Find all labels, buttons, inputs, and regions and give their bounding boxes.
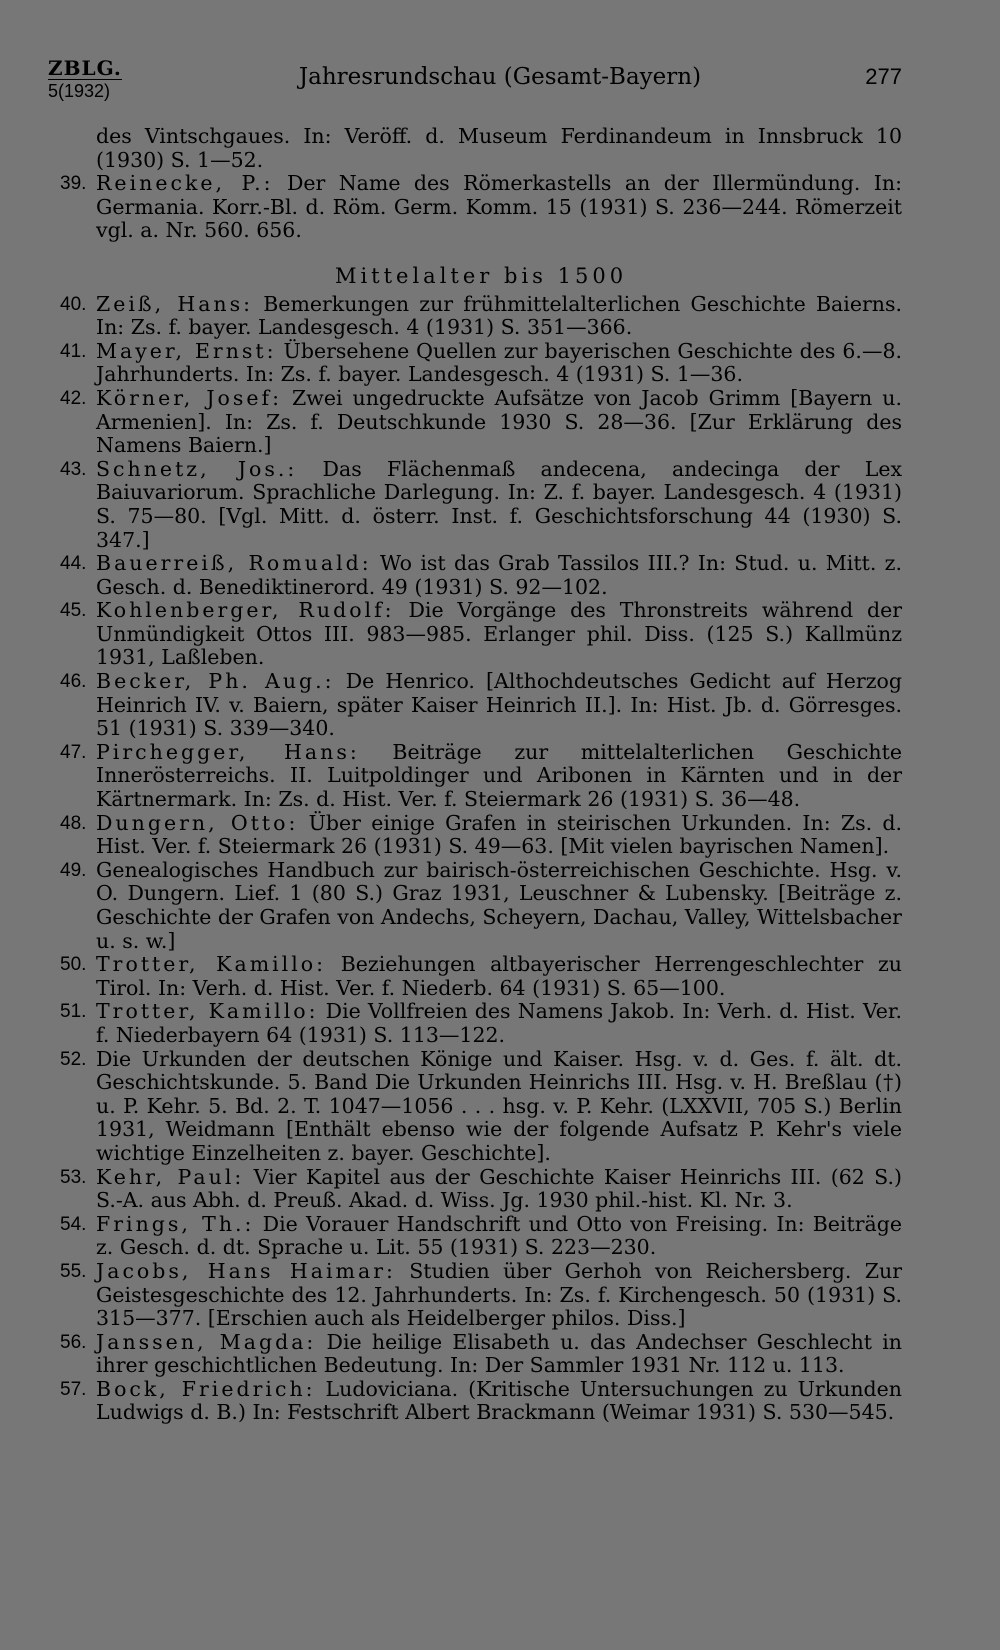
entry-text <box>96 1331 902 1378</box>
bibliography-entry <box>60 340 902 387</box>
section-title: Mittelalter bis 1500 <box>334 263 628 288</box>
entry-author: Bauerreiß, Romuald: <box>96 551 372 576</box>
entry-citation: Wo ist das Grab Tassilos III.? In: Stud. u. Mitt. z. Gesch. d. Benediktinerord. 49 (1931) S. 92—102. <box>96 551 902 599</box>
entry-number: 56. <box>60 1331 87 1353</box>
entry-citation: Studien über Gerhoh von Reichersberg. Zur Geistesgeschichte des 12. Jahrhunderts. In: Zs. f. Kirchengesch. 50 (1931) S. 315—377. [Erschien auch als Heidelberger philos. Diss.] <box>96 1258 902 1331</box>
entry-text <box>96 552 902 599</box>
entry-author: Kehr, Paul: <box>96 1164 245 1189</box>
entry-citation: Die Urkunden der deutschen Könige und Kaiser. Hsg. v. d. Ges. f. ält. dt. Geschichtskunde. 5. Band Die Urkunden Heinrichs III. Hsg. v. H. Breßlau (†) u. P. Kehr. 5. Bd. 2. T. 1047—1056 . . . hsg. v. P. Kehr. (LXXVII, 705 S.) Berlin 1931, Weidmann [Enthält ebenso wie der folgende Aufsatz P. Kehr's viele wichtige Einzelheiten z. bayer. Geschichte]. <box>96 1046 902 1165</box>
entry-number: 45. <box>60 600 87 622</box>
entry-number: 46. <box>60 671 87 693</box>
entry-author: Zeiß, Hans: <box>96 291 254 316</box>
entry-author: Trotter, Kamillo: <box>96 999 319 1024</box>
entry-citation: Beziehungen altbayerischer Herrengeschlechter zu Tirol. In: Verh. d. Hist. Ver. f. Niederb. 64 (1931) S. 65—100. <box>96 952 902 1000</box>
entry-citation: De Henrico. [Althochdeutsches Gedicht auf Herzog Heinrich IV. v. Baiern, später Kaiser Heinrich II.]. In: Hist. Jb. d. Görresges. 51 (1931) S. 339—340. <box>96 669 902 741</box>
bibliography-entry <box>60 1331 902 1378</box>
entry-citation: Vier Kapitel aus der Geschichte Kaiser Heinrichs III. (62 S.) S.-A. aus Abh. d. Preuß. Akad. d. Wiss. Jg. 1930 phil.-hist. Kl. Nr. 3. <box>96 1164 902 1213</box>
bibliography-entry <box>60 599 902 670</box>
entry-text <box>96 387 902 458</box>
entry-text <box>96 340 902 387</box>
continued-entry: des Vintschgaues. In: Veröff. d. Museum Ferdinandeum in Innsbruck 10 (1930) S. 1—52. <box>96 124 902 172</box>
running-title: Jahresrundschau (Gesamt-Bayern) <box>298 64 702 90</box>
entry-author: Körner, Josef: <box>96 385 283 410</box>
entry-text <box>96 1000 902 1047</box>
bibliography-entry <box>60 172 902 243</box>
entry-text <box>96 172 902 243</box>
entry-citation: Die Vollfreien des Namens Jakob. In: Verh. d. Hist. Ver. f. Niederbayern 64 (1931) S. 113—122. <box>96 999 902 1047</box>
entry-author: Janssen, Magda: <box>96 1329 317 1354</box>
bibliography-entry <box>60 293 902 340</box>
entry-citation: Bemerkungen zur frühmittelalterlichen Geschichte Baierns. In: Zs. f. bayer. Landesgesch. 4 (1931) S. 351—366. <box>96 291 903 340</box>
entry-author: Mayer, Ernst: <box>96 338 277 363</box>
bibliography-entry <box>60 670 902 741</box>
bibliography-entry <box>60 552 902 599</box>
journal-issue: 5(1932) <box>48 79 122 100</box>
entry-number: 51. <box>60 1001 87 1023</box>
entry-author: Becker, Ph. Aug.: <box>96 669 335 694</box>
entry-citation: Beiträge zur mittelalterlichen Geschichte Innerösterreichs. II. Luitpoldinger und Aribonen in Kärnten und in der Kärtnermark. In: Zs. d. Hist. Ver. f. Steiermark 26 (1931) S. 36—48. <box>96 739 902 812</box>
entry-text <box>96 458 902 552</box>
entry-author: Bock, Friedrich: <box>96 1376 316 1401</box>
bibliography-entry <box>60 387 902 458</box>
bibliography-entry <box>60 1213 902 1260</box>
entry-text <box>96 1378 902 1425</box>
journal-abbreviation: ZBLG. <box>48 56 122 80</box>
entry-text <box>96 741 902 812</box>
entry-author: Dungern, Otto: <box>96 810 299 835</box>
entry-number: 42. <box>60 387 87 409</box>
entry-number: 48. <box>60 812 87 834</box>
bibliography-entry <box>60 458 902 552</box>
bibliography-entry <box>60 812 902 859</box>
entry-number: 44. <box>60 553 87 575</box>
entry-text <box>96 1213 902 1260</box>
entry-number: 52. <box>60 1048 87 1070</box>
entry-author: Kohlenberger, Rudolf: <box>96 598 395 623</box>
entry-number: 49. <box>60 859 87 881</box>
entry-citation: Zwei ungedruckte Aufsätze von Jacob Grimm [Bayern u. Armenien]. In: Zs. f. Deutschkunde 1930 S. 28—36. [Zur Erklärung des Namens Baiern.] <box>96 385 902 458</box>
entry-number: 41. <box>60 340 87 362</box>
entry-number: 54. <box>60 1213 87 1235</box>
entry-citation: Ludoviciana. (Kritische Untersuchungen zu Urkunden Ludwigs d. B.) In: Festschrift Albert Brackmann (Weimar 1931) S. 530—545. <box>96 1376 902 1425</box>
entry-text <box>96 670 902 741</box>
entry-text <box>96 293 902 340</box>
entry-number: 40. <box>60 293 87 315</box>
entry-citation: Das Flächenmaß andecena, andecinga der Lex Baiuvariorum. Sprachliche Darlegung. In: Z. f. bayer. Landesgesch. 4 (1931) S. 75—80. [Vgl. Mitt. d. österr. Inst. f. Geschichtsforschung 44 (1930) S. 347.] <box>96 456 903 552</box>
entry-text <box>96 1260 902 1331</box>
entry-author: Frings, Th.: <box>96 1211 255 1236</box>
bibliography-entry <box>60 1048 902 1166</box>
entries-list <box>60 293 902 1426</box>
entry-text <box>96 812 902 859</box>
entry-number: 50. <box>60 954 87 976</box>
entry-author: Reinecke, P.: <box>96 171 274 196</box>
entry-citation: Die heilige Elisabeth u. das Andechser Geschlecht in ihrer geschichtlichen Bedeutung. In: Der Sammler 1931 Nr. 112 u. 113. <box>96 1329 903 1378</box>
entry-author: Jacobs, Hans Haimar: <box>96 1258 396 1283</box>
bibliography-entry <box>60 741 902 812</box>
entry-number: 39. <box>60 173 87 195</box>
entry-text <box>96 859 902 953</box>
entry-citation: Die Vorauer Handschrift und Otto von Freising. In: Beiträge z. Gesch. d. dt. Sprache u. Lit. 55 (1931) S. 223—230. <box>96 1211 902 1260</box>
entry-author: Schnetz, Jos.: <box>96 456 298 481</box>
entry-number: 53. <box>60 1166 87 1188</box>
entry-text <box>96 599 902 670</box>
page-number: 277 <box>865 64 902 89</box>
bibliography-entry <box>60 1378 902 1425</box>
entry-citation: Genealogisches Handbuch zur bairisch-österreichischen Geschichte. Hsg. v. O. Dungern. Lief. 1 (80 S.) Graz 1931, Leuschner & Lubensky. [Beiträge z. Geschichte der Grafen von Andechs, Scheyern, Dachau, Valley, Wittelsbacher u. s. w.] <box>96 857 902 953</box>
entry-number: 47. <box>60 741 87 763</box>
entry-text <box>96 953 902 1000</box>
entry-citation: Übersehene Quellen zur bayerischen Geschichte des 6.—8. Jahrhunderts. In: Zs. f. bayer. Landesgesch. 4 (1931) S. 1—36. <box>96 338 903 387</box>
bibliography-body <box>60 125 902 1425</box>
bibliography-entry <box>60 859 902 953</box>
entry-citation: Die Vorgänge des Thronstreits während der Unmündigkeit Ottos III. 983—985. Erlanger phil. Diss. (125 S.) Kallmünz 1931, Laßleben. <box>96 598 903 670</box>
entry-number: 57. <box>60 1378 87 1400</box>
entries-top <box>60 172 902 243</box>
entry-text <box>96 1048 902 1166</box>
bibliography-entry <box>60 1166 902 1213</box>
bibliography-entry <box>60 953 902 1000</box>
bibliography-entry <box>60 1260 902 1331</box>
entry-text <box>96 1166 902 1213</box>
entry-citation: Der Name des Römerkastells an der Illermündung. In: Germania. Korr.-Bl. d. Röm. Germ. Komm. 15 (1931) S. 236—244. Römerzeit vgl. a. Nr. 560. 656. <box>96 171 902 243</box>
entry-number: 55. <box>60 1260 87 1282</box>
bibliography-entry <box>60 1000 902 1047</box>
entry-citation: Über einige Grafen in steirischen Urkunden. In: Zs. d. Hist. Ver. f. Steiermark 26 (1931) S. 49—63. [Mit vielen bayrischen Namen]. <box>96 810 902 859</box>
entry-author: Trotter, Kamillo: <box>96 952 327 977</box>
entry-author: Pirchegger, Hans: <box>96 739 360 764</box>
entry-number: 43. <box>60 458 87 480</box>
